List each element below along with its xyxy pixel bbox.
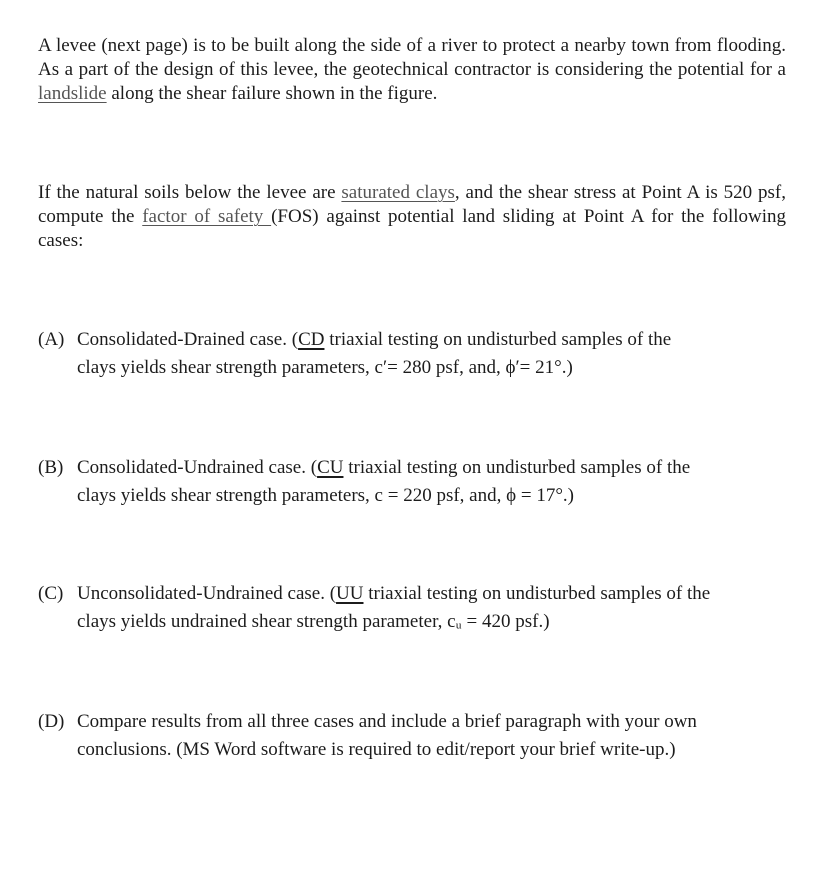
cu-abbreviation: CU (317, 457, 344, 478)
case-a-text (77, 326, 788, 382)
problem-statement (38, 181, 786, 253)
case-d-label: (D) (38, 711, 65, 732)
cd-abbreviation: CD (298, 329, 325, 350)
case-a-line-1 (77, 326, 788, 354)
case-a-description: triaxial testing on undisturbed samples of the (324, 329, 672, 350)
problem-part-1: If the natural soils below the levee are (38, 182, 342, 203)
case-b-description: triaxial testing on undisturbed samples of the (343, 457, 691, 478)
case-a-label: (A) (38, 329, 65, 350)
case-d-line-2: conclusions. (MS Word software is required to edit/report your brief write-up.) (77, 739, 676, 760)
intro-paragraph (38, 34, 786, 106)
problem-part-2: , and the shear stress at Point A is 520 psf, compute the (38, 182, 786, 227)
case-c-label: (C) (38, 583, 64, 604)
case-c (38, 580, 788, 636)
case-c-text (77, 580, 788, 636)
case-c-description: triaxial testing on undisturbed samples of the (363, 583, 711, 604)
case-c-line-2: clays yields undrained shear strength parameter, cᵤ = 420 psf.) (77, 611, 550, 632)
case-c-line-1 (77, 580, 788, 608)
case-a-line-2: clays yields shear strength parameters, c′= 280 psf, and, ϕ′= 21°.) (77, 357, 573, 378)
landslide-link[interactable]: landslide (38, 83, 107, 104)
case-a (38, 326, 788, 382)
case-b-text (77, 454, 788, 510)
case-c-intro: Unconsolidated-Undrained case. ( (77, 583, 337, 604)
case-b-label: (B) (38, 457, 64, 478)
case-b-intro: Consolidated-Undrained case. ( (77, 457, 318, 478)
problem-part-3: (FOS) against potential land sliding at Point A for the following cases: (38, 206, 786, 251)
case-d (38, 708, 788, 764)
intro-text-before-link: A levee (next page) is to be built along the side of a river to protect a nearby town from flooding. As a part of the design of this levee, the geotechnical contractor is considering the potential for a (38, 35, 786, 80)
case-b-line-2: clays yields shear strength parameters, c = 220 psf, and, ϕ = 17°.) (77, 485, 575, 506)
uu-abbreviation: UU (336, 583, 364, 604)
case-d-text (77, 708, 788, 764)
intro-text-after-link: along the shear failure shown in the figure. (106, 83, 438, 104)
saturated-clays-link[interactable]: saturated clays (341, 182, 455, 203)
case-d-line-1: Compare results from all three cases and include a brief paragraph with your own (77, 711, 697, 732)
case-b (38, 454, 788, 510)
factor-of-safety-link[interactable]: factor of safety (142, 206, 272, 227)
case-b-line-1 (77, 454, 788, 482)
case-a-intro: Consolidated-Drained case. ( (77, 329, 299, 350)
